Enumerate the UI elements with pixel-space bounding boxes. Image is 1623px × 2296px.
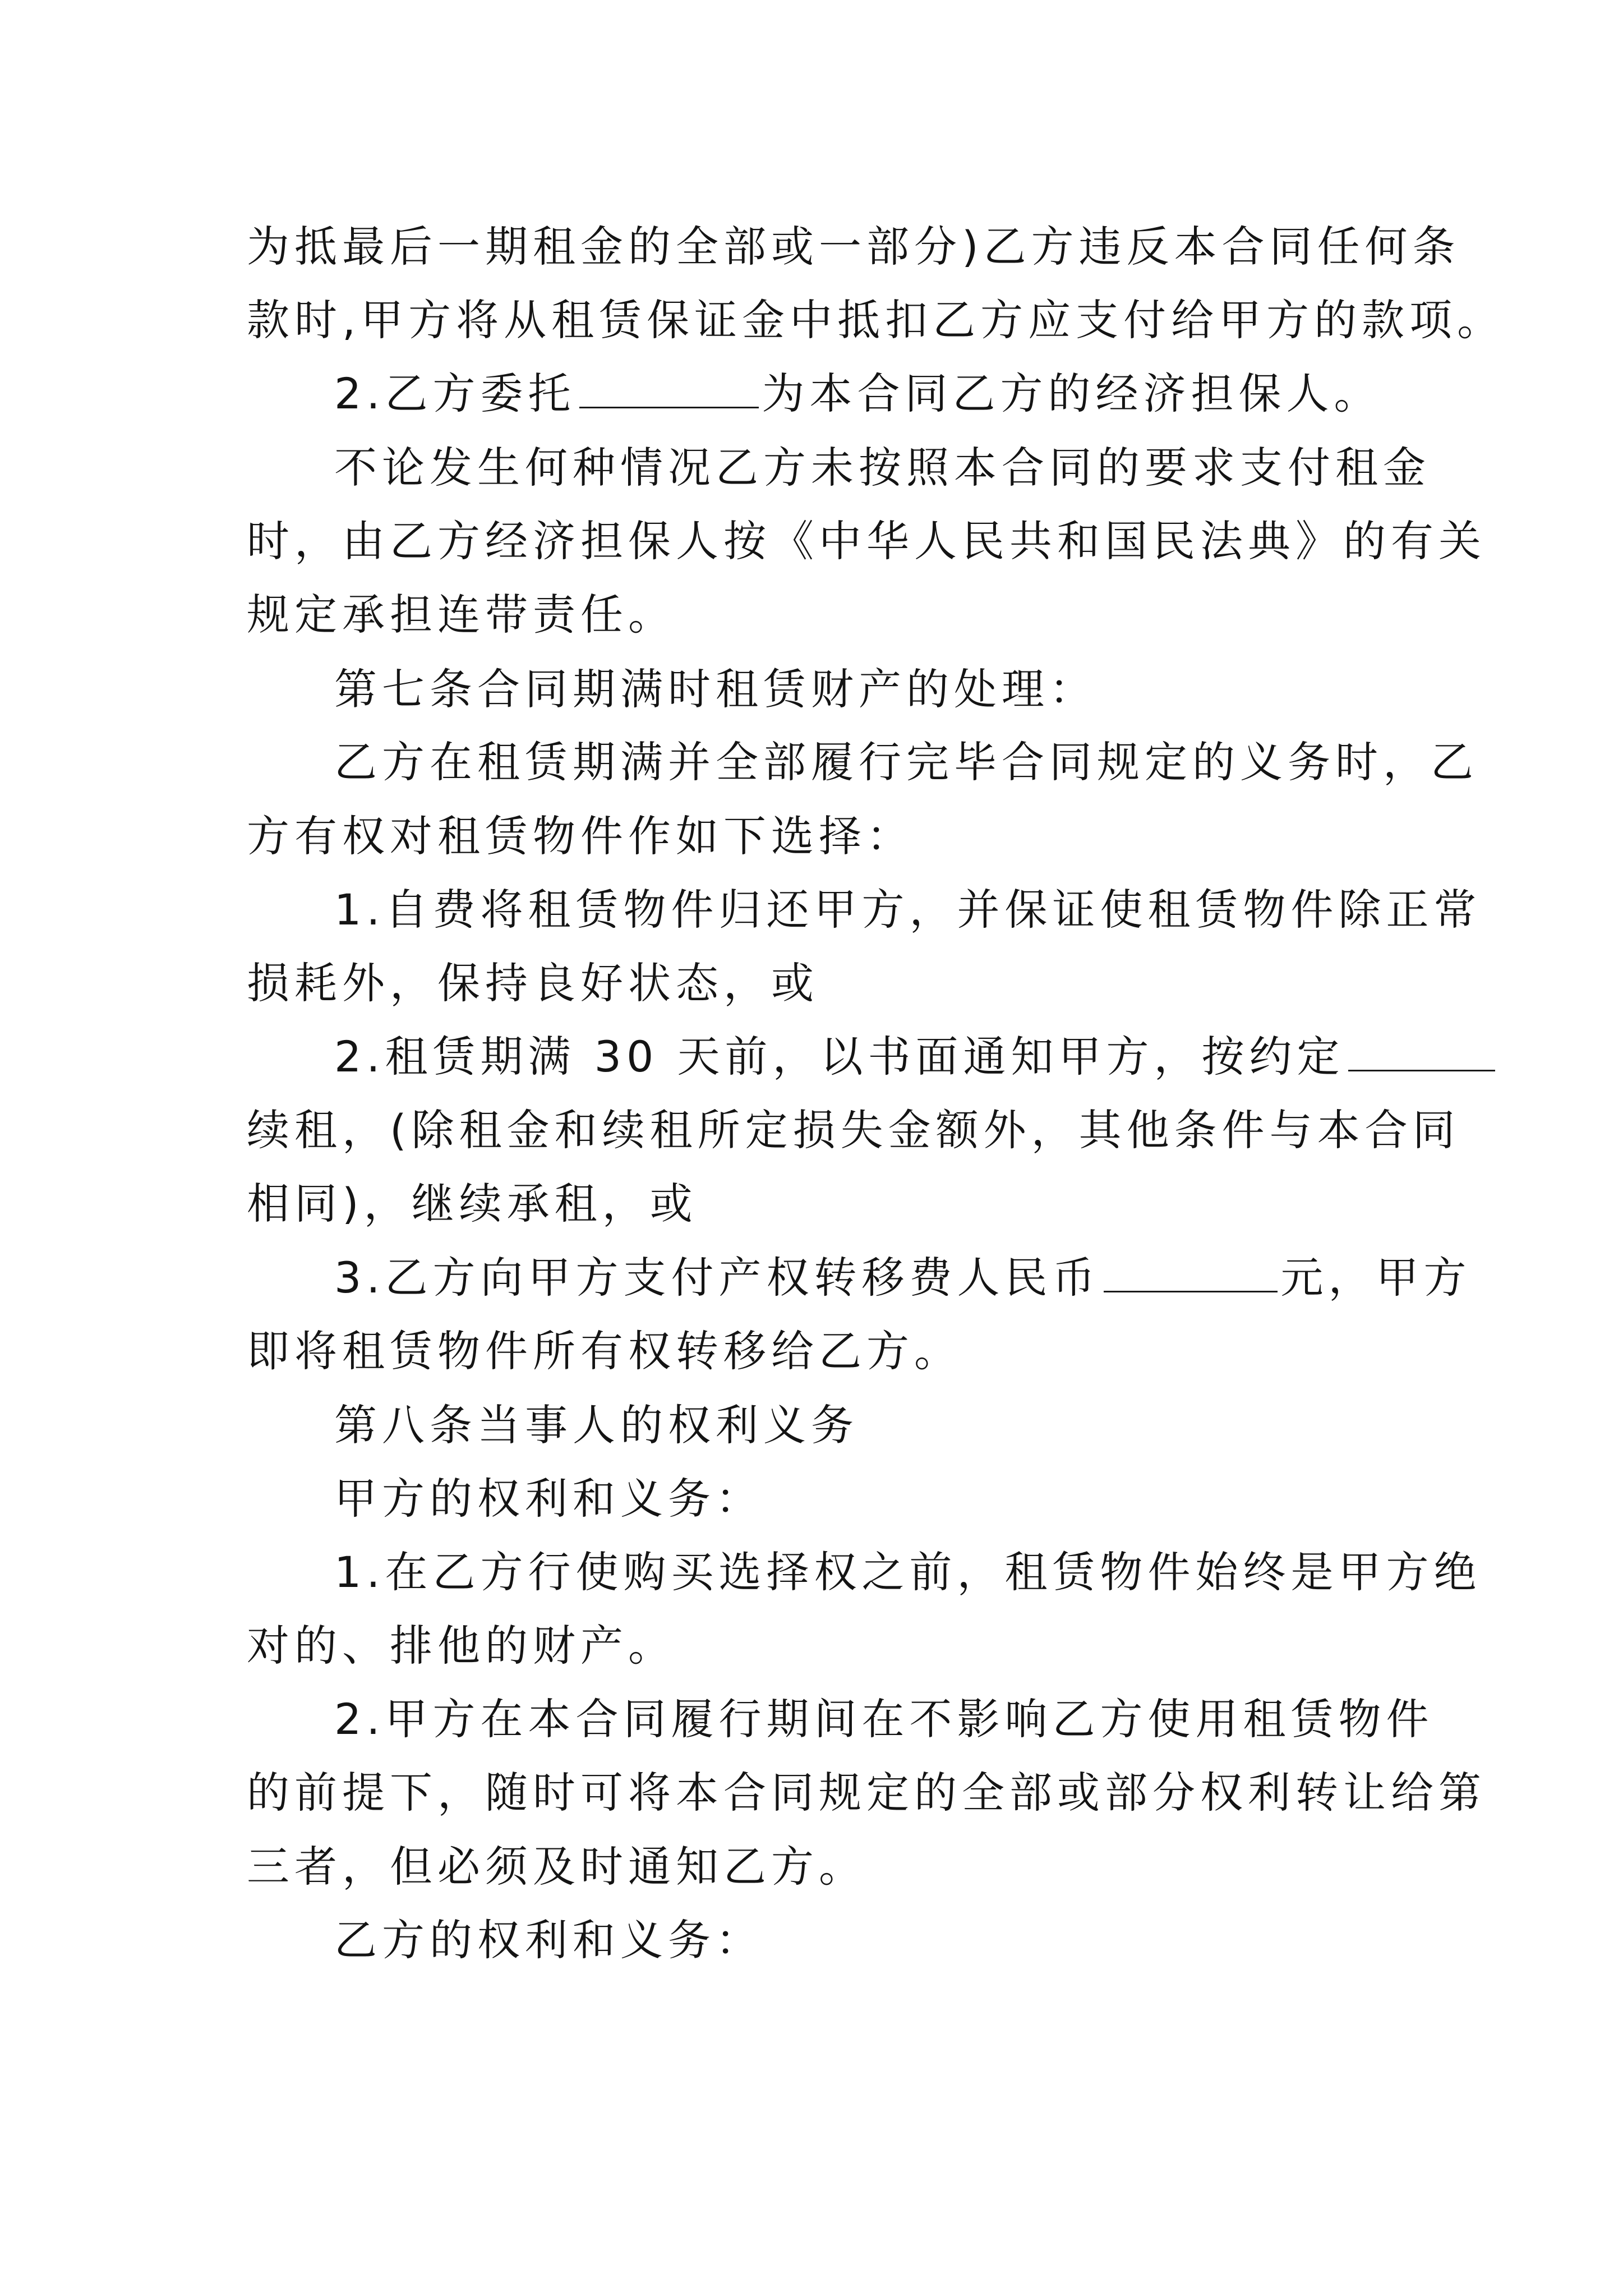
list-item-line: 2.甲方在本合同履行期间在不影响乙方使用租赁物件: [334, 1694, 1434, 1744]
list-item-line: 三者，但必须及时通知乙方。: [247, 1842, 866, 1892]
renewal-term-blank[interactable]: [1348, 1030, 1495, 1071]
list-item-line: 1.在乙方行使购买选择权之前，租赁物件始终是甲方绝: [334, 1547, 1482, 1597]
paragraph-line: 规定承担连带责任。: [247, 590, 676, 639]
list-item-line: 损耗外，保持良好状态，或: [247, 958, 819, 1008]
paragraph-line: 乙方在租赁期满并全部履行完毕合同规定的义务时，乙: [334, 737, 1478, 787]
article-heading: 第七条合同期满时租赁财产的处理：: [334, 664, 1097, 714]
renewal-clause-start: 2.租赁期满 30 天前，以书面通知甲方，按约定: [334, 1032, 1345, 1082]
paragraph-line: 不论发生何种情况乙方未按照本合同的要求支付租金: [334, 443, 1431, 493]
guarantor-clause-end: 为本合同乙方的经济担保人。: [762, 369, 1382, 418]
transfer-fee-blank[interactable]: [1104, 1251, 1278, 1292]
transfer-clause-start: 3.乙方向甲方支付产权转移费人民币: [334, 1253, 1100, 1303]
guarantor-clause: [334, 365, 1382, 423]
transfer-clause: [334, 1249, 1472, 1307]
paragraph-line: 为抵最后一期租金的全部或一部分)乙方违反本合同任何条: [247, 222, 1460, 272]
list-item-line: 的前提下，随时可将本合同规定的全部或部分权利转让给第: [247, 1768, 1486, 1818]
list-item-line: 1.自费将租赁物件归还甲方，并保证使租赁物件除正常: [334, 885, 1482, 935]
paragraph-line: 方有权对租赁物件作如下选择：: [247, 811, 914, 861]
paragraph-line: 时，由乙方经济担保人按《中华人民共和国民法典》的有关: [247, 516, 1486, 566]
list-item-line: 相同)，继续承租，或: [247, 1179, 698, 1228]
section-heading: 甲方的权利和义务：: [334, 1474, 763, 1524]
list-item-line: 续租，(除租金和续租所定损失金额外，其他条件与本合同: [247, 1105, 1460, 1155]
article-heading: 第八条当事人的权利义务: [334, 1400, 859, 1450]
guarantor-name-blank[interactable]: [579, 367, 759, 408]
transfer-clause-end: 元，甲方: [1280, 1253, 1472, 1303]
section-heading: 乙方的权利和义务：: [334, 1915, 763, 1965]
guarantor-clause-start: 2.乙方委托: [334, 369, 576, 418]
renewal-clause: [334, 1028, 1498, 1086]
paragraph-line: 款时,甲方将从租赁保证金中抵扣乙方应支付给甲方的款项。: [247, 295, 1505, 345]
list-item-line: 即将租赁物件所有权转移给乙方。: [247, 1326, 962, 1376]
list-item-line: 对的、排他的财产。: [247, 1621, 676, 1671]
